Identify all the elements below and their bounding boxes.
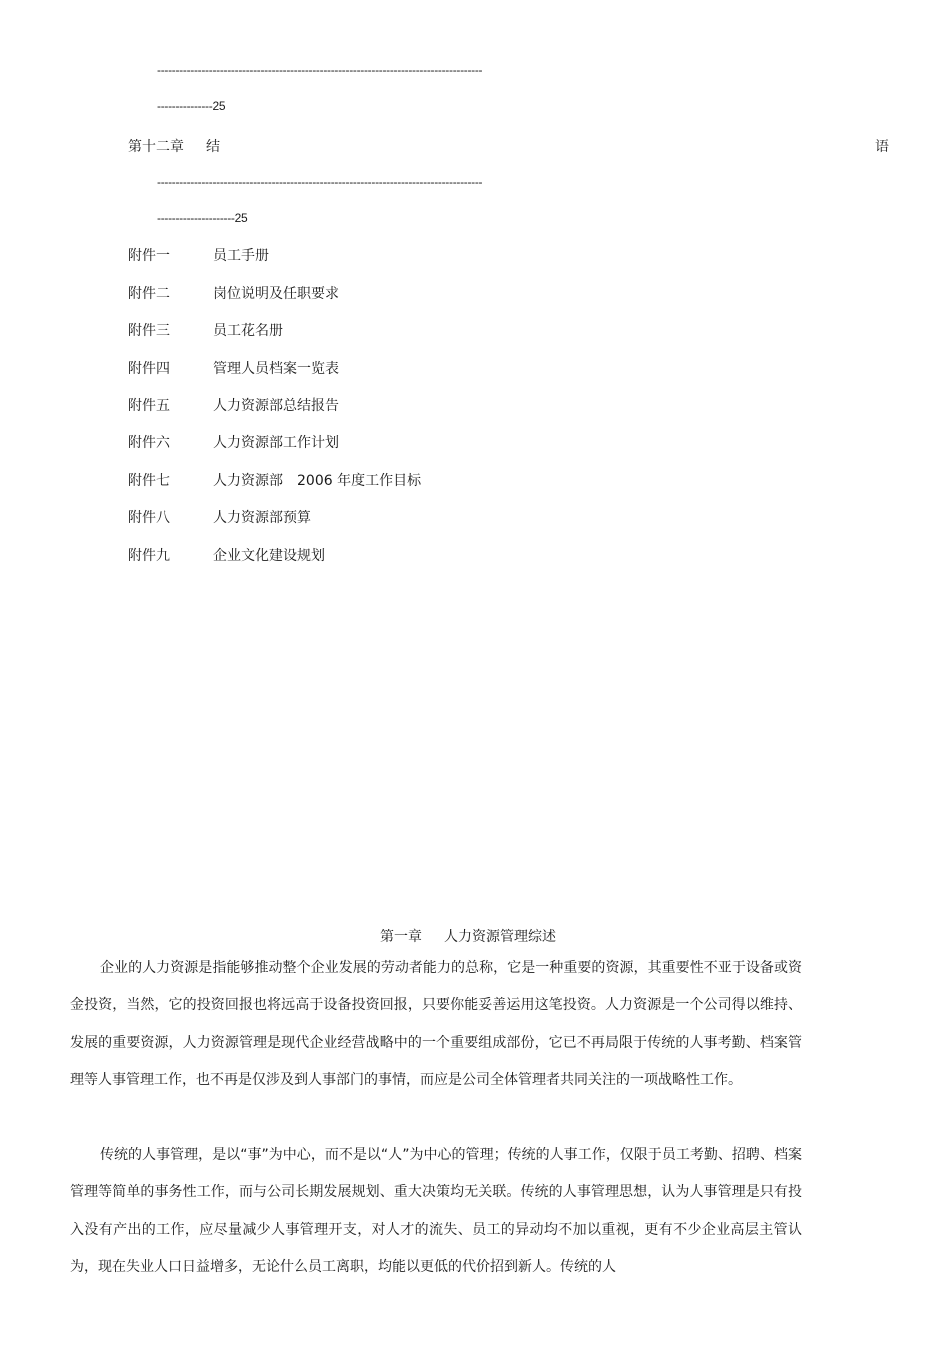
appendix-title: 人力资源部 2006 年度工作目标 xyxy=(213,473,422,489)
appendix-label: 附件七 xyxy=(128,473,170,489)
appendix-title: 人力资源部总结报告 xyxy=(213,398,339,414)
toc-chapter12-title-end: 语 xyxy=(875,139,889,155)
toc-chapter12-label: 第十二章 xyxy=(128,139,184,155)
chapter-heading xyxy=(380,926,556,946)
appendix-label: 附件一 xyxy=(128,248,170,264)
appendix-label: 附件八 xyxy=(128,510,170,526)
body-paragraph: 传统的人事管理，是以“事”为中心，而不是以“人”为中心的管理；传统的人事工作，仅限于员工考勤、招聘、档案管理等简单的事务性工作，而与公司长期发展规划、重大决策均无关联。传统的人事管理思想，认为人事管理是只有投入没有产出的工作，应尽量减少人事管理开支，对人才的流失、员工的异动均不加以重视，更有不少企业高层主管认为，现在失业人口日益增多，无论什么员工离职，均能以更低的代价招到新人。传统的人 xyxy=(70,1147,802,1275)
appendix-label: 附件二 xyxy=(128,286,170,302)
toc-chapter12-title: 结 xyxy=(206,139,220,155)
chapter-number: 第一章 xyxy=(380,929,422,945)
appendix-title: 岗位说明及任职要求 xyxy=(213,286,339,302)
chapter-title: 人力资源管理综述 xyxy=(444,929,556,945)
appendix-label: 附件三 xyxy=(128,323,170,339)
appendix-title: 员工花名册 xyxy=(213,323,283,339)
appendix-label: 附件六 xyxy=(128,435,170,451)
toc-leader-line: ---------------------------------------------------------------------------------------- xyxy=(157,63,483,77)
toc-leader-page: ---------------25 xyxy=(157,99,226,113)
appendix-title: 人力资源部工作计划 xyxy=(213,435,339,451)
appendix-title: 企业文化建设规划 xyxy=(213,548,325,564)
appendix-label: 附件四 xyxy=(128,361,170,377)
appendix-label: 附件五 xyxy=(128,398,170,414)
appendix-title: 员工手册 xyxy=(213,248,269,264)
body-paragraph: 企业的人力资源是指能够推动整个企业发展的劳动者能力的总称，它是一种重要的资源，其重要性不亚于设备或资金投资，当然，它的投资回报也将远高于设备投资回报，只要你能妥善运用这笔投资。人力资源是一个公司得以维持、发展的重要资源，人力资源管理是现代企业经营战略中的一个重要组成部份，它已不再局限于传统的人事考勤、档案管理等人事管理工作，也不再是仅涉及到人事部门的事情，而应是公司全体管理者共同关注的一项战略性工作。 xyxy=(70,960,802,1088)
appendix-label: 附件九 xyxy=(128,548,170,564)
toc-leader-line: ---------------------------------------------------------------------------------------- xyxy=(157,175,483,189)
appendix-title: 管理人员档案一览表 xyxy=(213,361,339,377)
appendix-title: 人力资源部预算 xyxy=(213,510,311,526)
toc-leader-page: ---------------------25 xyxy=(157,211,248,225)
